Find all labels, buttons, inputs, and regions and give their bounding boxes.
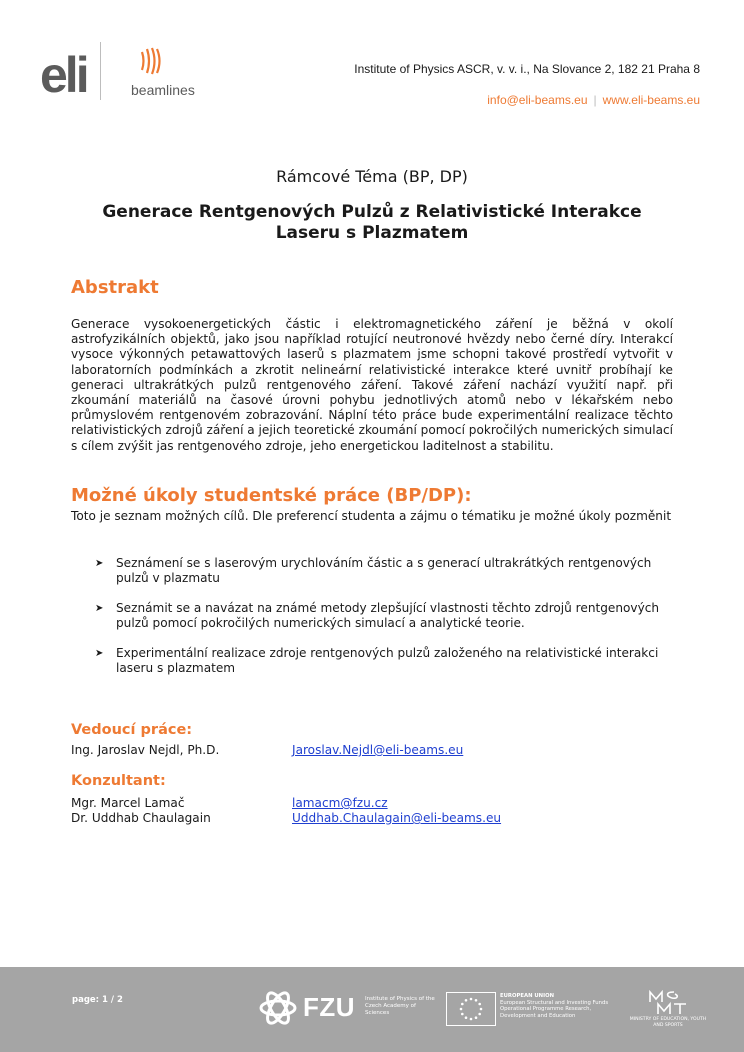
- arrow-bullet-icon: ➤: [95, 558, 104, 569]
- document-title: [70, 202, 674, 244]
- beamlines-waves-icon: [138, 46, 164, 76]
- page-number: page: 1 / 2: [72, 995, 123, 1005]
- task-text: Seznámení se s laserovým urychlováním částic a s generací ultrakrátkých rentgenových pulzů v plazmatu: [116, 556, 652, 586]
- atom-icon: [258, 989, 298, 1027]
- fzu-logo-text: FZU: [303, 992, 356, 1022]
- arrow-bullet-icon: ➤: [95, 603, 104, 614]
- eu-flag-icon: [446, 992, 496, 1026]
- tasks-intro: Toto je seznam možných cílů. Dle preferencí studenta a zájmu o tématiku je možné úkoly pozměnit: [71, 509, 672, 523]
- consultant-heading: Konzultant:: [71, 773, 166, 789]
- consultant-name: Dr. Uddhab Chaulagain: [71, 811, 211, 825]
- eu-title: EUROPEAN UNION: [500, 993, 555, 999]
- institute-address: Institute of Physics ASCR, v. v. i., Na Slovance 2, 182 21 Praha 8: [354, 62, 700, 76]
- header-contact: [487, 93, 700, 107]
- consultant-email-link[interactable]: lamacm@fzu.cz: [292, 796, 388, 810]
- eu-funding-text: [500, 993, 620, 1019]
- header-website[interactable]: www.eli-beams.eu: [602, 93, 700, 107]
- task-item-2: [95, 601, 675, 632]
- supervisor-name: Ing. Jaroslav Nejdl, Ph.D.: [71, 743, 220, 757]
- eu-description: European Structural and Investing Funds Operational Programme Research, Development and Education: [500, 999, 609, 1019]
- beamlines-logo-text: beamlines: [131, 82, 195, 98]
- logo-divider: [100, 42, 101, 100]
- header-email[interactable]: info@eli-beams.eu: [487, 93, 588, 107]
- msmt-emblem-icon: [648, 990, 688, 1016]
- title-line-2: Laseru s Plazmatem: [275, 223, 469, 243]
- task-item-1: [95, 556, 675, 587]
- task-item-3: [95, 646, 675, 677]
- fzu-logo: [258, 989, 435, 1027]
- fzu-description: Institute of Physics of the Czech Academy of Sciences: [365, 996, 435, 1016]
- eli-logo-text: eli: [40, 47, 87, 103]
- abstract-heading: Abstrakt: [71, 277, 159, 298]
- document-subtitle: Rámcové Téma (BP, DP): [276, 167, 468, 186]
- msmt-logo: [628, 990, 708, 1030]
- supervisor-email-link[interactable]: Jaroslav.Nejdl@eli-beams.eu: [292, 743, 464, 757]
- consultant-email-link[interactable]: Uddhab.Chaulagain@eli-beams.eu: [292, 811, 502, 825]
- abstract-text: Generace vysokoenergetických částic i elektromagnetického záření je běžná v okolí astrofyzikálních objektů, jako jsou například rotující neutronové hvězdy nebo černé díry. Interakcí vysoce výkonných petawattových laserů s plazmatem jsme schopni takové prostředí vytvořit v laboratorních podmínkách a zkrotit nelineární relativistické interakce které uvnitř probíhají ke generaci ultrakrátkých pulzů rentgenového záření. Takové záření nachází využití např. při zkoumání materiálů na časové úrovni pohybu jednotlivých atomů nebo v lékařském nebo průmyslovém rentgenovém zobrazování. Náplní této práce bude experimentální realizace těchto relativistických zdrojů záření a jejich teoretické zkoumání pomocí pokročilých numerických simulací s cílem zvýšit jas rentgenového zdroje, jeho energetickou laditelnost a stabilitu.: [71, 317, 673, 453]
- consultant-name: Mgr. Marcel Lamač: [71, 796, 185, 810]
- eli-beamlines-logo: [40, 42, 200, 102]
- contact-separator: |: [593, 93, 597, 107]
- task-text: Seznámit se a navázat na známé metody zlepšující vlastnosti těchto zdrojů rentgenových pulzů pomocí pokročilých numerických simulací a analytické teorie.: [116, 601, 660, 631]
- arrow-bullet-icon: ➤: [95, 648, 104, 659]
- supervisor-heading: Vedoucí práce:: [71, 722, 193, 738]
- msmt-caption: MINISTRY OF EDUCATION, YOUTH AND SPORTS: [629, 1017, 707, 1028]
- title-line-1: Generace Rentgenových Pulzů z Relativistické Interakce: [102, 202, 642, 222]
- task-text: Experimentální realizace zdroje rentgenových pulzů založeného na relativistické interakci laseru s plazmatem: [116, 646, 659, 676]
- tasks-heading: Možné úkoly studentské práce (BP/DP):: [71, 485, 472, 506]
